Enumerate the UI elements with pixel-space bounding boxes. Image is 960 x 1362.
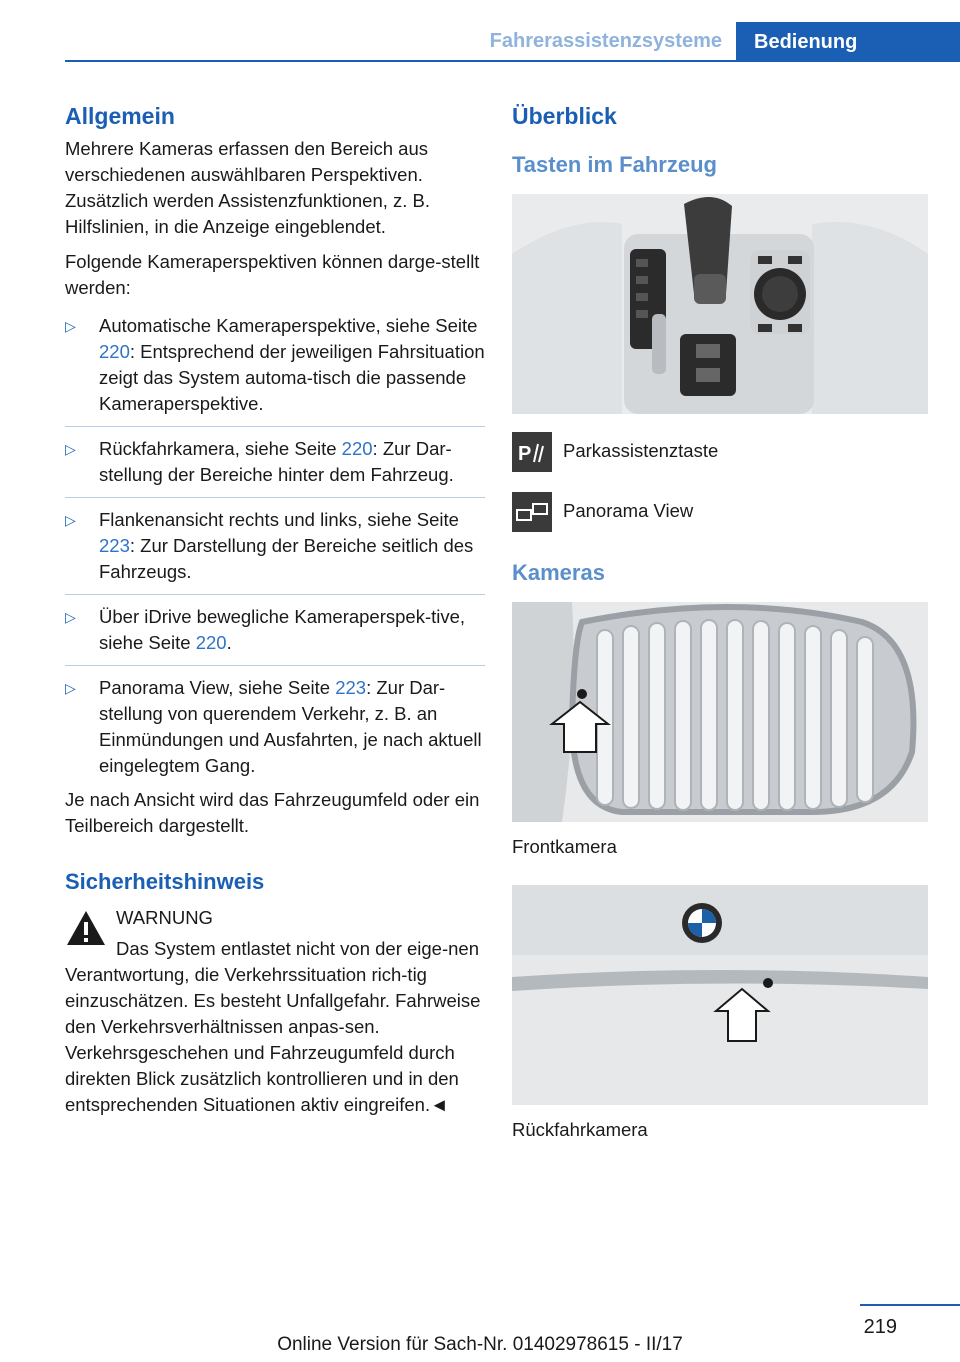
page-link[interactable]: 223 (99, 535, 130, 556)
bullet-triangle-icon: ▷ (65, 609, 76, 625)
panorama-view-icon (512, 492, 552, 532)
perspective-list (65, 313, 485, 779)
online-version-note: Online Version für Sach-Nr. 01402978615 - II/17 (277, 1334, 683, 1355)
footer-rule (860, 1304, 960, 1306)
header-rule (65, 60, 736, 62)
heading-tasten: Tasten im Fahrzeug (512, 152, 717, 177)
bullet-triangle-icon: ▷ (65, 318, 76, 334)
page-link[interactable]: 220 (195, 632, 227, 653)
page-link[interactable]: 223 (335, 677, 367, 698)
warning-block (65, 905, 485, 1118)
kidney-grille-image (512, 602, 928, 822)
page-link[interactable]: 220 (99, 341, 130, 362)
center-console-image (512, 194, 928, 414)
heading-allgemein: Allgemein (65, 103, 175, 129)
header-section-title: Fahrerassistenzsysteme (489, 30, 722, 52)
key-parkassistent-label: Parkassistenztaste (563, 440, 719, 461)
front-camera-photo (512, 602, 928, 822)
paragraph-view: Je nach Ansicht wird das Fahrzeugumfeld oder ein Teilbereich dargestellt. (65, 789, 480, 836)
left-column (65, 100, 485, 1118)
svg-text:P: P (518, 443, 532, 465)
page-header (0, 22, 960, 62)
heading-sicherheitshinweis: Sicherheitshinweis (65, 869, 265, 894)
caption-rueckfahrkamera: Rückfahrkamera (512, 1119, 648, 1140)
paragraph-intro: Mehrere Kameras erfassen den Bereich aus verschiedenen auswählbaren Perspektiven. Zusätzlich werden Assistenzfunktionen, z. B. Hilfslinien, in die Anzeige eingeblendet. (65, 138, 431, 237)
list-item: ▷ Rückfahrkamera, siehe Seite 220: Zur Dar-stellung der Bereiche hinter dem Fahrzeug. (65, 436, 485, 498)
caption-frontkamera: Frontkamera (512, 836, 617, 857)
warning-title: WARNUNG (116, 907, 213, 928)
park-assist-icon (512, 432, 552, 472)
list-item: ▷ Flankenansicht rechts und links, siehe Seite 223: Zur Darstellung der Bereiche seitlich des Fahrzeugs. (65, 507, 485, 595)
heading-kameras: Kameras (512, 560, 605, 585)
key-panorama-view-label: Panorama View (563, 500, 694, 521)
console-photo (512, 194, 928, 414)
page-link[interactable]: 220 (341, 438, 373, 459)
heading-ueberblick: Überblick (512, 103, 617, 129)
bullet-triangle-icon: ▷ (65, 680, 76, 696)
list-item: ▷ Automatische Kameraperspektive, siehe Seite 220: Entsprechend der jeweiligen Fahrsituation zeigt das System automa-tisch die passende Kameraperspektive. (65, 313, 485, 427)
key-parkassistent (512, 432, 932, 472)
warning-triangle-icon (65, 907, 107, 949)
header-chapter-tab: Bedienung (736, 22, 960, 62)
rear-camera-photo (512, 885, 928, 1105)
bullet-triangle-icon: ▷ (65, 512, 76, 528)
trunk-lid-image (512, 885, 928, 1105)
paragraph-perspectives: Folgende Kameraperspektiven können darge-stellt werden: (65, 251, 480, 298)
page-number: 219 (863, 1316, 897, 1338)
list-item: ▷ Über iDrive bewegliche Kameraperspek-tive, siehe Seite 220. (65, 604, 485, 666)
right-column (512, 100, 932, 1143)
warning-text: Das System entlastet nicht von der eige-nen Verantwortung, die Verkehrssituation rich-tig einzuschätzen. Es besteht Unfallgefahr. Fahrweise den Verkehrsverhältnissen anpas-sen. Verkehrsgeschehen und Fahrzeugumfeld durch direkten Blick zusätzlich kontrollieren und in den entsprechenden Situationen aktiv eingreifen.◄ (65, 938, 481, 1115)
bullet-triangle-icon: ▷ (65, 441, 76, 457)
key-panorama-view (512, 492, 932, 532)
list-item: ▷ Panorama View, siehe Seite 223: Zur Dar-stellung von querendem Verkehr, z. B. an Einmündungen und Ausfahrten, je nach aktuell eingelegtem Gang. (65, 677, 482, 776)
